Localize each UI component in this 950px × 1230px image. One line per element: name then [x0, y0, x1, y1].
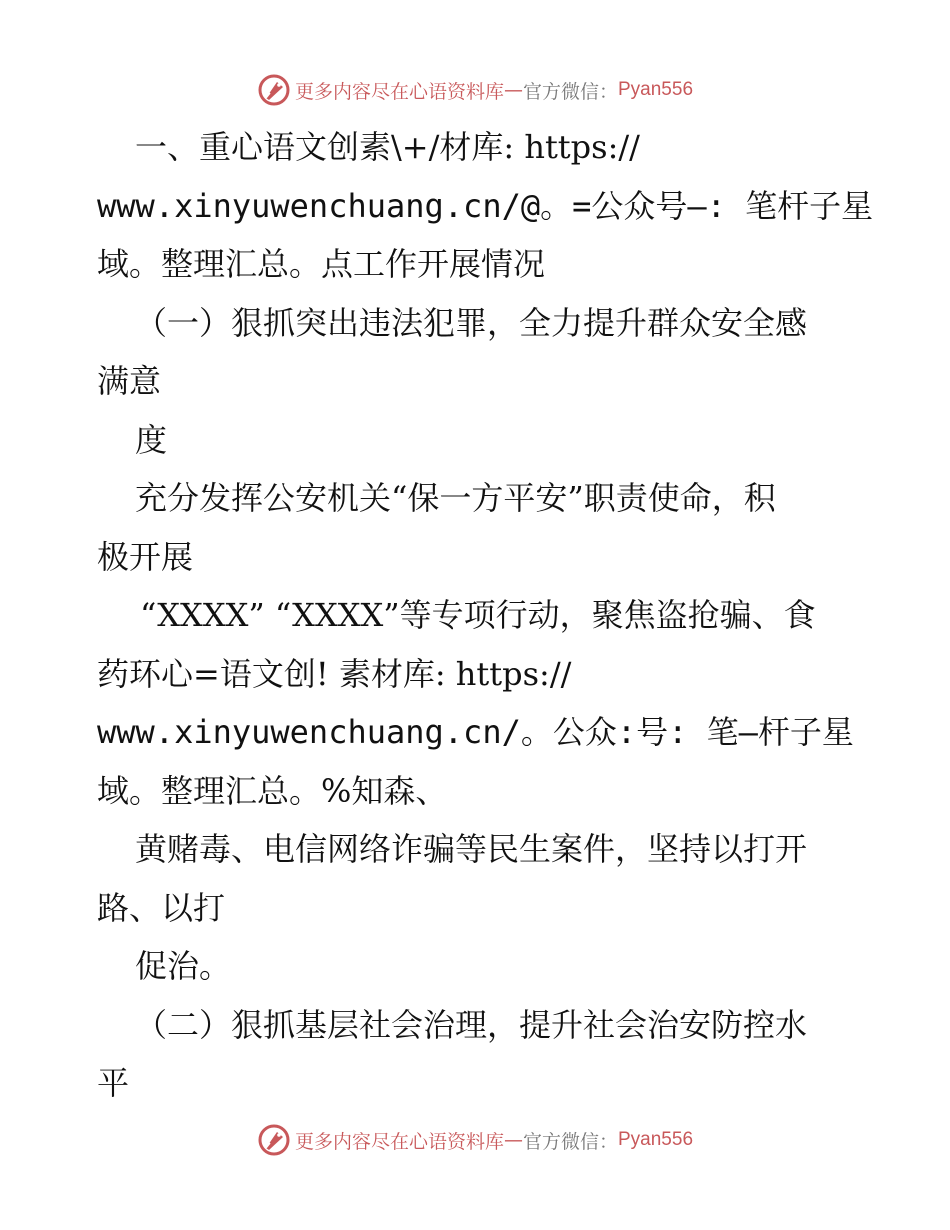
body-line: 度 — [135, 420, 168, 459]
body-line: www.xinyuwenchuang.cn/@。=公众号—: 笔杆子星 — [97, 186, 874, 225]
body-line: www.xinyuwenchuang.cn/。公众:号: 笔—杆子星 — [97, 713, 854, 751]
document-body — [97, 118, 874, 1113]
banner-separator: — — [503, 1129, 523, 1151]
banner-main-text: 更多内容尽在心语资料库 — [294, 80, 504, 103]
body-line: 满意 — [97, 362, 162, 400]
body-line: 路、以打 — [97, 888, 226, 927]
banner-separator: — — [503, 79, 523, 101]
body-line: 域。整理汇总。%知森、 — [97, 771, 448, 810]
pen-nib-logo-icon — [257, 73, 291, 107]
banner-account: Pyan556 — [618, 79, 694, 100]
body-line: （二）狠抓基层社会治理，提升社会治安防控水 — [135, 1005, 808, 1044]
banner-account: Pyan556 — [618, 1129, 694, 1150]
body-line: 促治。 — [135, 947, 232, 985]
banner-label: 官方微信： — [522, 1130, 618, 1153]
footer-banner — [0, 1120, 950, 1160]
pen-nib-logo-icon — [257, 1123, 291, 1157]
body-line: 黄赌毒、电信网络诈骗等民生案件，坚持以打开 — [135, 830, 808, 868]
body-line: “XXXX” “XXXX”等专项行动，聚焦盗抢骗、食 — [140, 596, 816, 634]
banner-main-text: 更多内容尽在心语资料库 — [294, 1130, 504, 1153]
body-line: 平 — [97, 1064, 130, 1102]
banner-label: 官方微信： — [522, 80, 618, 103]
body-line: （一）狠抓突出违法犯罪，全力提升群众安全感 — [135, 303, 808, 342]
body-line: 极开展 — [97, 537, 194, 576]
body-line: 充分发挥公安机关“保一方平安”职责使命，积 — [135, 479, 776, 517]
body-line: 一、重心语文创素\+/材库: https:// — [135, 128, 640, 166]
header-banner — [0, 70, 950, 110]
body-line: 药环心=语文创! 素材库: https:// — [97, 654, 572, 693]
body-line: 域。整理汇总。点工作开展情况 — [97, 245, 546, 283]
